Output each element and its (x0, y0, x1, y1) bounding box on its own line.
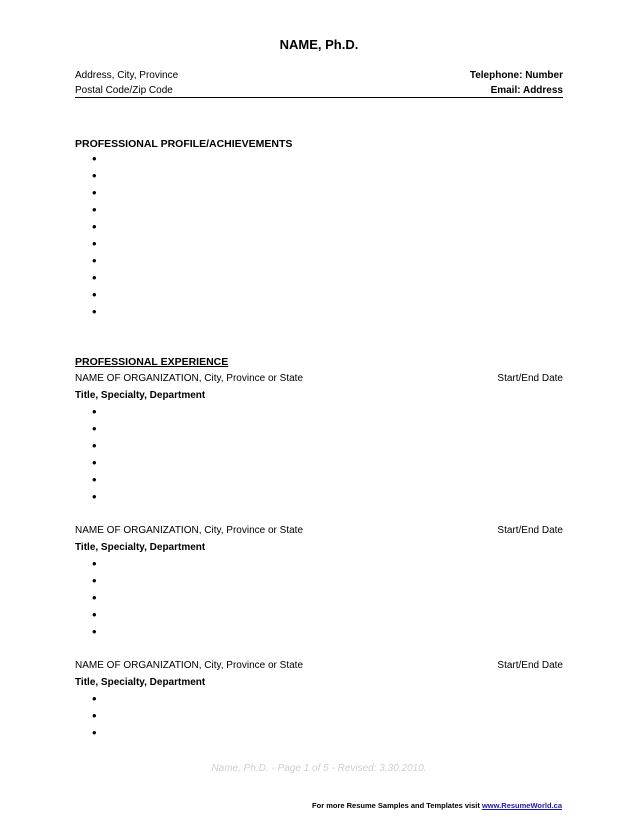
list-item (92, 184, 97, 201)
list-item (92, 167, 97, 184)
list-item (92, 488, 97, 505)
list-item (92, 303, 97, 320)
list-item (92, 201, 97, 218)
date-range: Start/End Date (497, 525, 563, 536)
list-item (92, 454, 97, 471)
list-item (92, 235, 97, 252)
list-item (92, 623, 97, 640)
email: Email: Address (490, 85, 563, 96)
footer-text: For more Resume Samples and Templates visit (312, 801, 482, 810)
contact-row-1 (75, 70, 563, 81)
list-item (92, 589, 97, 606)
list-item (92, 269, 97, 286)
experience-entry-1-bullets (92, 403, 97, 505)
list-item (92, 471, 97, 488)
list-item (92, 690, 97, 707)
resume-name: NAME, Ph.D. (279, 37, 359, 52)
list-item (92, 403, 97, 420)
list-item (92, 286, 97, 303)
profile-heading: PROFESSIONAL PROFILE/ACHIEVEMENTS (75, 138, 293, 150)
list-item (92, 437, 97, 454)
list-item (92, 252, 97, 269)
list-item (92, 707, 97, 724)
telephone: Telephone: Number (469, 70, 563, 81)
organization-name: NAME OF ORGANIZATION, City, Province or State (75, 525, 304, 536)
experience-entry-3-header (75, 660, 563, 671)
list-item (92, 218, 97, 235)
page-watermark: Name, Ph.D. - Page 1 of 5 - Revised: 3.30.2010. (211, 763, 427, 774)
list-item (92, 555, 97, 572)
address-line-1: Address, City, Province (75, 70, 179, 81)
date-range: Start/End Date (497, 660, 563, 671)
organization-name: NAME OF ORGANIZATION, City, Province or State (75, 660, 304, 671)
experience-entry-2-bullets (92, 555, 97, 640)
list-item (92, 150, 97, 167)
contact-row-2 (75, 85, 563, 98)
experience-entry-2-header (75, 525, 563, 536)
experience-entry-1-header (75, 373, 563, 384)
profile-bullet-list (92, 150, 97, 320)
list-item (92, 606, 97, 623)
experience-entry-3-bullets (92, 690, 97, 741)
organization-name: NAME OF ORGANIZATION, City, Province or State (75, 373, 304, 384)
footer-link[interactable]: www.ResumeWorld.ca (481, 801, 562, 810)
job-title: Title, Specialty, Department (75, 542, 206, 553)
address-line-2: Postal Code/Zip Code (75, 85, 173, 96)
date-range: Start/End Date (497, 373, 563, 384)
job-title: Title, Specialty, Department (75, 390, 206, 401)
experience-heading: PROFESSIONAL EXPERIENCE (75, 356, 229, 368)
list-item (92, 724, 97, 741)
list-item (92, 420, 97, 437)
job-title: Title, Specialty, Department (75, 677, 206, 688)
list-item (92, 572, 97, 589)
footer (0, 801, 562, 810)
